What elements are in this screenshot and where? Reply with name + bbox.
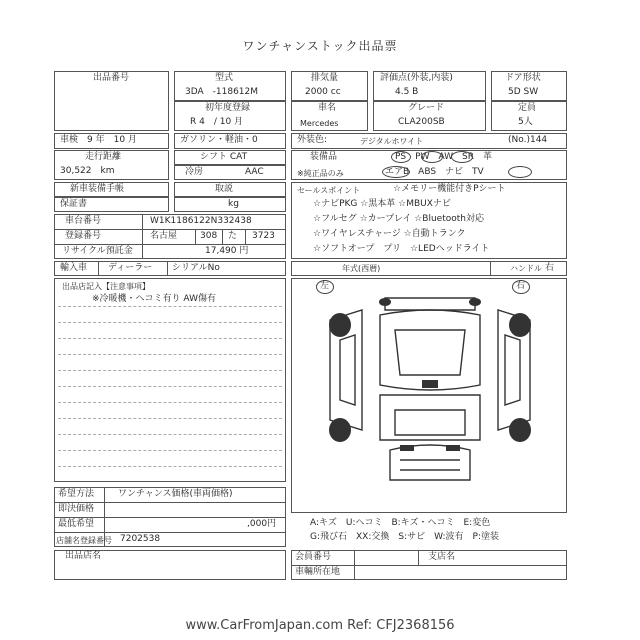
year-label: 年式(西暦): [342, 264, 381, 273]
plate-kana: た: [228, 231, 238, 241]
equip-circle-ps: [391, 151, 411, 163]
import-label: 輸入車: [60, 263, 88, 273]
selling-point: ☆ソフトオープ プリ ☆LEDヘッドライト: [313, 244, 490, 254]
ref-value: 7202538: [120, 534, 161, 544]
inspection-value: 車検 9 年 10 月: [60, 135, 137, 145]
member-label: 会員番号: [295, 552, 332, 562]
cooling-value: AAC: [245, 167, 264, 177]
ext-color-label: 外装色:: [297, 135, 328, 145]
dealer-label: ディーラー: [108, 263, 153, 273]
car-outline-diagram: [300, 290, 560, 500]
grade-value: CLA200SB: [398, 117, 445, 127]
notes-box: [54, 278, 286, 482]
manual-label: 取説: [215, 184, 234, 194]
exhibitor-label: 出品店名: [65, 551, 102, 561]
page-title: ワンチャンストック出品票: [242, 39, 398, 53]
newcar-label: 新車装備手帳: [70, 184, 125, 194]
plate-area: 名古屋: [150, 231, 178, 241]
selling-point: ☆フルセグ ☆カープレイ ☆Bluetooth対応: [313, 214, 484, 224]
diagram-left-label: 左: [320, 281, 330, 291]
door-label: ドア形状: [505, 73, 541, 83]
first-reg-label: 初年度登録: [205, 103, 251, 113]
mileage-value: 30,522 km: [60, 166, 115, 176]
equip-circle-aw: [451, 151, 473, 163]
mileage-label: 走行距離: [85, 152, 122, 162]
serial-label: シリアルNo: [172, 263, 220, 273]
desired-label: 希望方法: [58, 489, 95, 499]
color-number: (No.)144: [508, 135, 548, 145]
footer-reference: www.CarFromJapan.com Ref: CFJ2368156: [185, 618, 455, 633]
engine-label: 排気量: [311, 73, 339, 83]
grade-score-value: 4.5 B: [395, 87, 419, 97]
equip-circle-airbag: [382, 166, 410, 178]
first-reg-value: R 4 / 10 月: [190, 117, 244, 127]
vin-label: 車台番号: [65, 216, 102, 226]
desired-value: ワンチャンス価格(車両価格): [118, 489, 233, 499]
legend-line: A:キズ U:ヘコミ B:キズ・ヘコミ E:変色: [310, 518, 491, 528]
model-value: 3DA -118612M: [185, 87, 259, 97]
seats-value: 5人: [518, 117, 533, 127]
address-label: 車輛所在地: [295, 567, 341, 577]
selling-point: ☆ナビPKG ☆黒本革 ☆MBUXナビ: [313, 199, 451, 209]
shop-label: 支店名: [428, 552, 456, 562]
cooling-label: 冷房: [185, 167, 204, 177]
make-value: Mercedes: [300, 119, 339, 128]
recycle-value: 17,490 円: [205, 246, 249, 256]
warranty-label: 保証書: [60, 199, 88, 209]
equipment2-items: エアB ABS ナビ TV: [385, 167, 484, 177]
selling-point: ☆ワイヤレスチャージ ☆自動トランク: [313, 229, 466, 239]
lowest-value: ,000円: [247, 519, 277, 529]
lowest-label: 最低希望: [58, 519, 95, 529]
selling-point: ☆メモリー機能付きPシート: [393, 184, 506, 194]
handle-label: ハンドル: [510, 264, 542, 273]
vin-value: W1K1186122N332438: [150, 216, 252, 226]
import-box: [54, 261, 286, 276]
equipment-items: PS PW AW SR 革: [395, 152, 492, 162]
make-label: 車名: [318, 103, 337, 113]
fuel-value: ガソリン・軽油・0: [180, 135, 258, 145]
legend-line: G:飛び石 XX:交換 S:サビ W:波有 P:塗装: [310, 532, 499, 542]
plate-label: 登録番号: [65, 231, 102, 241]
weight-unit: kg: [228, 199, 239, 209]
door-value: 5D SW: [508, 87, 539, 97]
notes-line: ※冷暖機・ヘコミ有り AW傷有: [92, 294, 216, 304]
engine-value: 2000 cc: [305, 87, 341, 97]
lot-label: 出品番号: [93, 73, 130, 83]
recycle-label: リサイクル預託金: [62, 246, 133, 256]
grade-label: グレード: [408, 103, 445, 113]
model-label: 型式: [215, 73, 234, 83]
plate-number: 308: [200, 231, 218, 241]
plate-serial: 3723: [252, 231, 275, 241]
equip-circle-tv: [508, 166, 532, 178]
ref-label: 店舗名登録番号: [56, 536, 112, 545]
selling-points-label: セールスポイント: [297, 186, 361, 195]
notes-header: 出品店記入【注意事項】: [62, 282, 150, 291]
ext-color-value: デジタルホワイト: [360, 137, 424, 146]
grade-score-label: 評価点(外装,内装): [380, 73, 453, 83]
diagram-right-label: 右: [516, 281, 526, 291]
handle-value: 右: [545, 263, 555, 273]
equip-circle-pw: [421, 151, 443, 163]
equipment-label: 装備品: [310, 152, 338, 162]
contract-label: 即決価格: [58, 504, 95, 514]
seats-label: 定員: [518, 103, 537, 113]
equipment2-label: ※純正品のみ: [297, 169, 344, 178]
shift-label: シフト CAT: [200, 152, 248, 162]
